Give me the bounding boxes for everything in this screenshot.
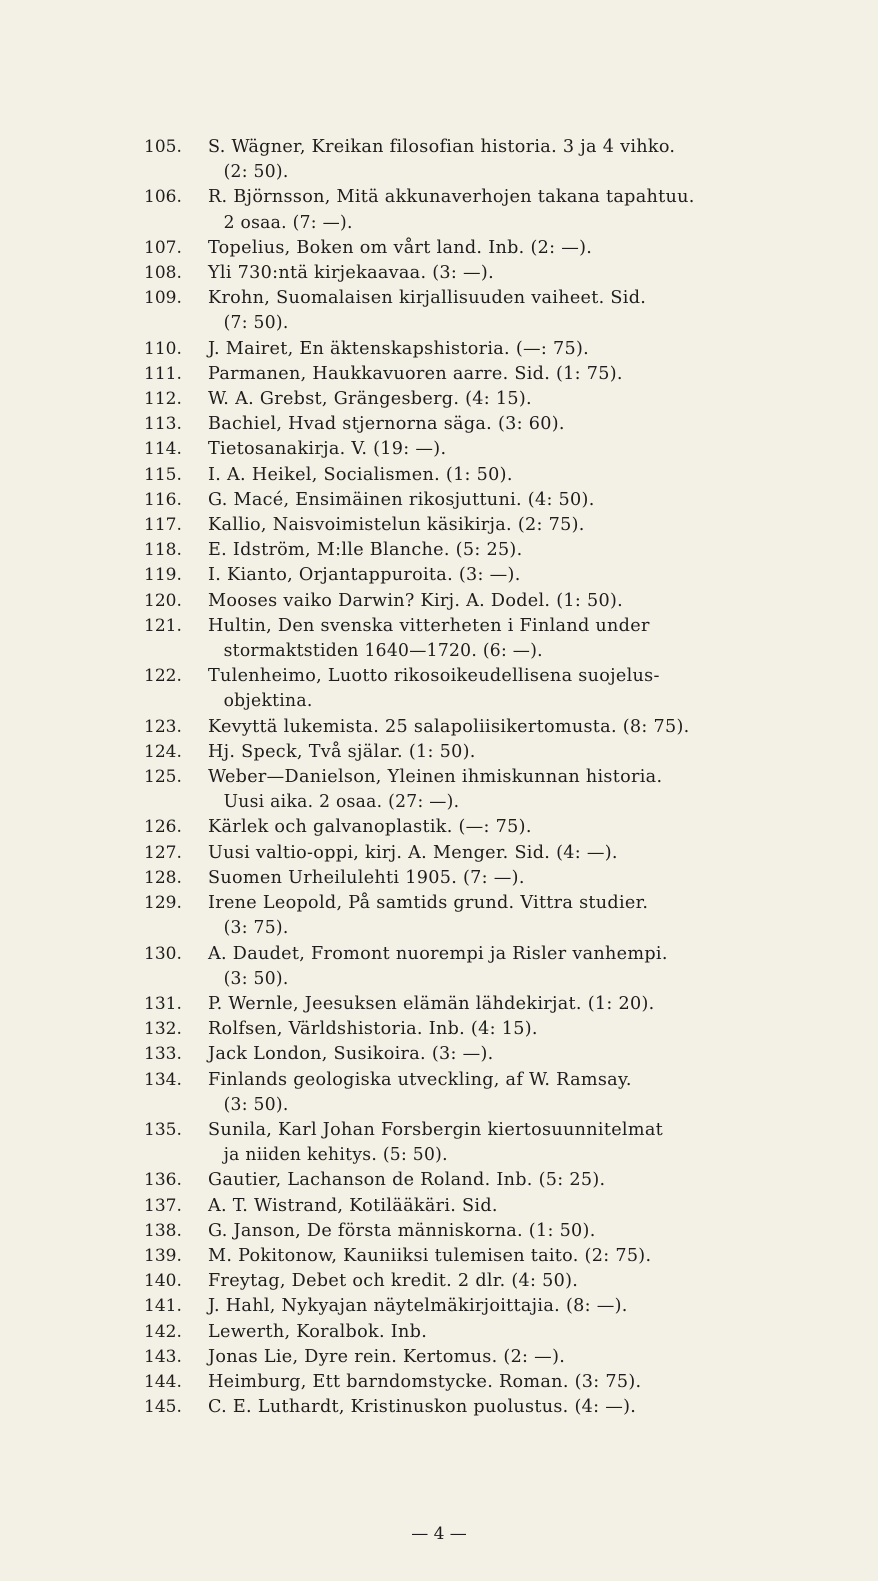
entry-text [208,1017,804,1042]
entry-number: 139. [144,1245,182,1266]
entry-line: S. Wägner, Kreikan filosofian historia. 3 ja 4 vihko. [208,137,676,157]
entry-number: 110. [144,338,182,359]
entry-text [208,866,804,891]
entry-continuation-line: 2 osaa. (7: —). [223,212,353,233]
entry-line: Hultin, Den svenska vitterheten i Finland under [208,615,650,636]
entry-continuation-line: (3: 50). [223,1094,289,1115]
catalog-entry [144,1345,804,1370]
entry-line: I. Kianto, Orjantappuroita. (3: —). [208,565,521,586]
entry-number: 144. [144,1371,182,1392]
entry-line: Parmanen, Haukkavuoren aarre. Sid. (1: 75). [208,363,623,384]
entry-line: A. T. Wistrand, Kotilääkäri. Sid. [208,1195,498,1216]
catalog-entry [144,261,804,286]
entry-continuation-line: (7: 50). [223,313,289,334]
catalog-entry [144,412,804,437]
entry-text [208,1168,804,1193]
catalog-entry [144,1068,804,1118]
catalog-entry [144,286,804,336]
catalog-entry [144,437,804,462]
entry-line: Tietosanakirja. V. (19: —). [208,439,447,460]
entry-text [208,589,804,614]
catalog-entry [144,866,804,891]
catalog-entry [144,337,804,362]
entry-line: Topelius, Boken om vårt land. Inb. (2: —). [208,237,593,258]
catalog-entry [144,891,804,941]
entry-text [208,261,804,286]
catalog-entry [144,488,804,513]
catalog-entry [144,1042,804,1067]
catalog-entry [144,135,804,185]
catalog-entry [144,715,804,740]
entry-text [208,614,804,664]
entry-number: 133. [144,1044,182,1065]
entry-continuation-line: (3: 75). [223,918,289,939]
entry-number: 132. [144,1019,182,1040]
entry-number: 128. [144,867,182,888]
entry-line: Mooses vaiko Darwin? Kirj. A. Dodel. (1: 50). [208,590,624,611]
entry-line: Jack London, Susikoira. (3: —). [208,1044,494,1065]
catalog-entry [144,664,804,714]
entry-line: C. E. Luthardt, Kristinuskon puolustus. (4: —). [208,1397,637,1418]
entry-number: 121. [144,615,182,636]
entry-number: 142. [144,1321,182,1342]
entry-number: 105. [144,137,182,157]
entry-text [208,236,804,261]
entry-text [208,488,804,513]
entry-text [208,412,804,437]
entry-line: Kallio, Naisvoimistelun käsikirja. (2: 75). [208,515,585,536]
page-number: — 4 — [411,1524,467,1544]
catalog-entry [144,236,804,261]
entry-number: 129. [144,893,182,914]
entry-text [208,1244,804,1269]
entry-line: A. Daudet, Fromont nuorempi ja Risler vanhempi. [208,943,668,964]
entry-text [208,1345,804,1370]
entry-line: Yli 730:ntä kirjekaavaa. (3: —). [208,263,494,284]
catalog-entry [144,992,804,1017]
entry-text [208,1269,804,1294]
entry-number: 108. [144,263,182,284]
catalog-entry [144,614,804,664]
catalog-entry [144,815,804,840]
entry-number: 125. [144,767,182,788]
entry-number: 120. [144,590,182,611]
entry-line: J. Hahl, Nykyajan näytelmäkirjoittajia. (8: —). [208,1296,628,1317]
catalog-entry [144,1194,804,1219]
entry-line: I. A. Heikel, Socialismen. (1: 50). [208,464,513,485]
entry-line: Bachiel, Hvad stjernorna säga. (3: 60). [208,414,565,435]
entry-line: G. Macé, Ensimäinen rikosjuttuni. (4: 50). [208,489,595,510]
catalog-entry [144,1118,804,1168]
entry-text [208,740,804,765]
entry-number: 109. [144,288,182,309]
entry-line: R. Björnsson, Mitä akkunaverhojen takana tapahtuu. [208,187,695,208]
catalog-entry [144,538,804,563]
entry-continuation-line: stormaktstiden 1640—1720. (6: —). [223,641,543,662]
catalog-entry [144,1269,804,1294]
catalog-entry [144,1244,804,1269]
entry-text [208,1194,804,1219]
entry-number: 115. [144,464,182,485]
entry-text [208,1219,804,1244]
catalog-entry [144,185,804,235]
entry-line: Heimburg, Ett barndomstycke. Roman. (3: 75). [208,1371,642,1392]
entry-text [208,185,804,235]
catalog-entry [144,463,804,488]
entry-line: Rolfsen, Världshistoria. Inb. (4: 15). [208,1019,538,1040]
entry-continuation-line: objektina. [223,691,313,712]
entry-line: Suomen Urheilulehti 1905. (7: —). [208,867,525,888]
entry-line: Jonas Lie, Dyre rein. Kertomus. (2: —). [208,1346,566,1367]
entry-line: Weber—Danielson, Yleinen ihmiskunnan historia. [208,767,663,788]
entry-line: J. Mairet, En äktenskapshistoria. (—: 75). [208,338,590,359]
entry-number: 135. [144,1119,182,1140]
entry-text [208,1294,804,1319]
entry-text [208,1068,804,1118]
entry-line: Finlands geologiska utveckling, af W. Ramsay. [208,1069,632,1090]
catalog-entry [144,513,804,538]
entry-line: Tulenheimo, Luotto rikosoikeudellisena suojelus- [208,666,660,687]
entry-text [208,815,804,840]
entry-number: 116. [144,489,182,510]
catalog-entry [144,1219,804,1244]
entry-line: Krohn, Suomalaisen kirjallisuuden vaiheet. Sid. [208,288,647,309]
entry-number: 123. [144,716,182,737]
entry-line: Freytag, Debet och kredit. 2 dlr. (4: 50). [208,1271,579,1292]
entry-continuation-line: (2: 50). [223,162,289,183]
catalog-entry [144,765,804,815]
entry-text [208,1320,804,1345]
entry-text [208,942,804,992]
entry-text [208,337,804,362]
entry-continuation-line: (3: 50). [223,968,289,989]
catalog-entry [144,1294,804,1319]
entry-text [208,463,804,488]
entry-number: 143. [144,1346,182,1367]
entry-number: 126. [144,817,182,838]
catalog-entry [144,589,804,614]
entry-text [208,664,804,714]
catalog-entry [144,563,804,588]
entry-number: 138. [144,1220,182,1241]
entry-number: 112. [144,389,182,410]
catalog-entry [144,362,804,387]
catalog-entry [144,1168,804,1193]
entry-line: G. Janson, De första människorna. (1: 50). [208,1220,596,1241]
entry-line: Kärlek och galvanoplastik. (—: 75). [208,817,532,838]
catalog-entry [144,942,804,992]
entry-text [208,765,804,815]
catalog-entry [144,1395,804,1420]
entry-text [208,891,804,941]
entry-line: W. A. Grebst, Grängesberg. (4: 15). [208,389,532,410]
entry-number: 137. [144,1195,182,1216]
entry-text [208,715,804,740]
entry-number: 119. [144,565,182,586]
catalog-entry [144,1370,804,1395]
entry-number: 136. [144,1170,182,1191]
entry-number: 106. [144,187,182,208]
entry-text [208,841,804,866]
entry-text [208,387,804,412]
entry-number: 131. [144,993,182,1014]
entry-number: 141. [144,1296,182,1317]
entry-line: Uusi valtio-oppi, kirj. A. Menger. Sid. (4: —). [208,842,618,863]
catalog-list [144,135,804,1420]
entry-line: Hj. Speck, Två själar. (1: 50). [208,741,476,762]
entry-text [208,135,804,185]
entry-text [208,1395,804,1420]
entry-number: 107. [144,237,182,258]
entry-number: 140. [144,1271,182,1292]
entry-number: 114. [144,439,182,460]
entry-text [208,538,804,563]
entry-text [208,513,804,538]
entry-text [208,1370,804,1395]
entry-continuation-line: Uusi aika. 2 osaa. (27: —). [223,792,460,813]
entry-line: Kevyttä lukemista. 25 salapoliisikertomusta. (8: 75). [208,716,690,737]
entry-text [208,362,804,387]
entry-number: 145. [144,1397,182,1418]
entry-line: P. Wernle, Jeesuksen elämän lähdekirjat. (1: 20). [208,993,655,1014]
entry-number: 117. [144,515,182,536]
entry-text [208,992,804,1017]
entry-text [208,563,804,588]
catalog-entry [144,387,804,412]
entry-number: 127. [144,842,182,863]
entry-text [208,286,804,336]
entry-line: Sunila, Karl Johan Forsbergin kiertosuunnitelmat [208,1119,663,1140]
entry-line: E. Idström, M:lle Blanche. (5: 25). [208,540,523,561]
catalog-entry [144,740,804,765]
entry-text [208,437,804,462]
entry-line: M. Pokitonow, Kauniiksi tulemisen taito. (2: 75). [208,1245,652,1266]
entry-number: 113. [144,414,182,435]
entry-number: 111. [144,363,182,384]
entry-line: Lewerth, Koralbok. Inb. [208,1321,428,1342]
entry-number: 118. [144,540,182,561]
entry-text [208,1118,804,1168]
catalog-entry [144,1320,804,1345]
catalog-entry [144,841,804,866]
entry-text [208,1042,804,1067]
entry-number: 134. [144,1069,182,1090]
catalog-entry [144,1017,804,1042]
entry-continuation-line: ja niiden kehitys. (5: 50). [223,1145,448,1166]
entry-line: Irene Leopold, På samtids grund. Vittra studier. [208,893,649,914]
entry-line: Gautier, Lachanson de Roland. Inb. (5: 25). [208,1170,606,1191]
entry-number: 124. [144,741,182,762]
entry-number: 122. [144,666,182,687]
entry-number: 130. [144,943,182,964]
